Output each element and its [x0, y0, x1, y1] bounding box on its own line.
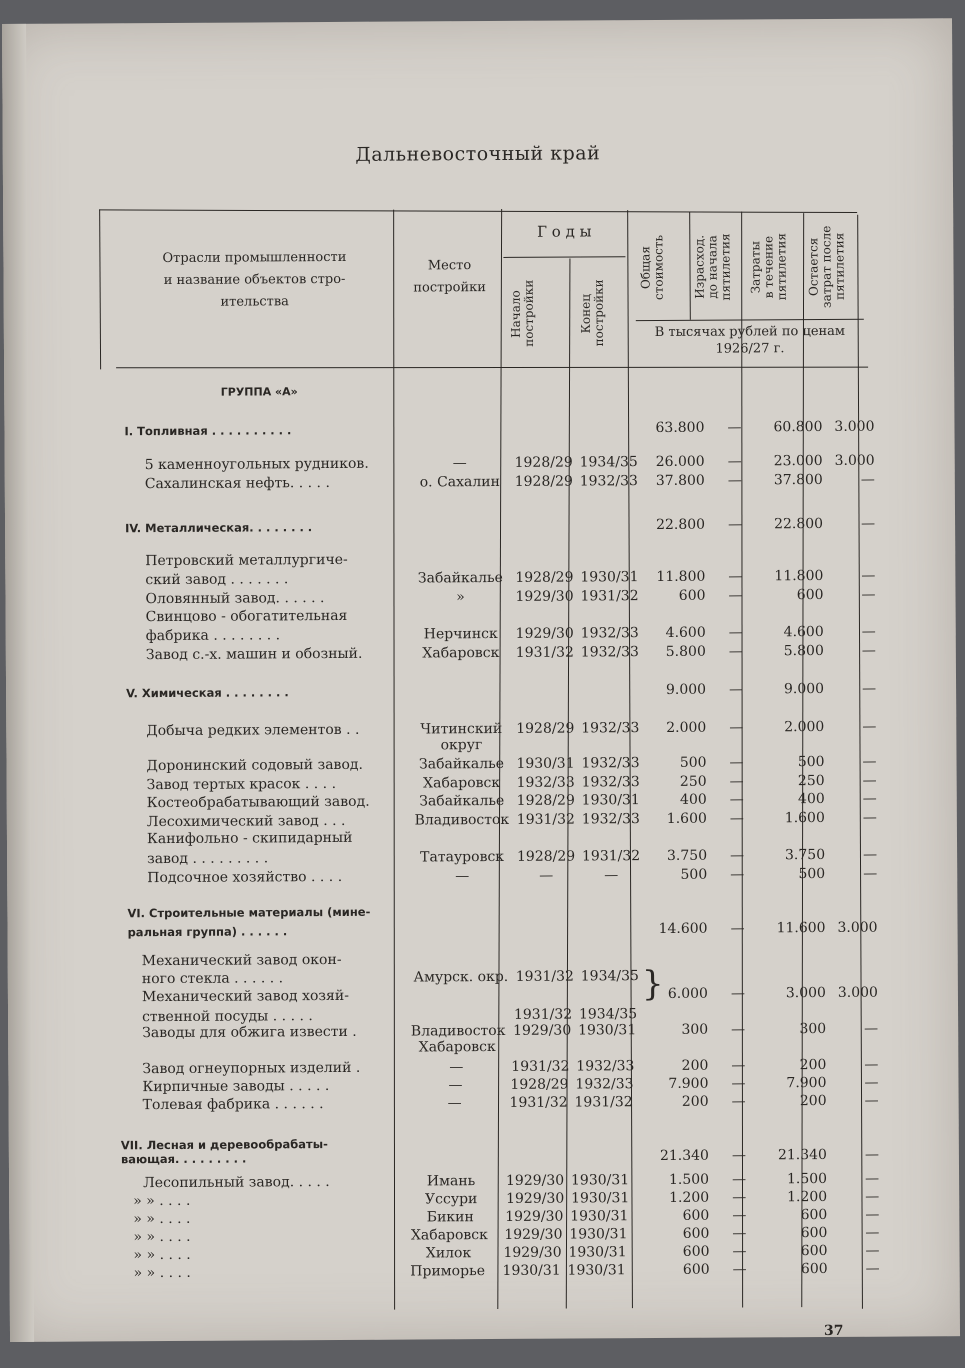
- col-rule-spent: [689, 212, 691, 320]
- cell-five: 1.600: [784, 809, 825, 827]
- cell-end: 1930/31: [578, 1022, 637, 1039]
- cell-five: 22.800: [774, 515, 824, 533]
- cell-end: 1932/33: [580, 644, 639, 661]
- cell-rem: —: [861, 642, 876, 659]
- cell-start: 1928/29: [516, 848, 576, 865]
- cell-place: Хабаровск: [410, 1227, 488, 1244]
- table-left-rule: [99, 209, 101, 369]
- cell-place: Забайкалье: [418, 755, 505, 773]
- cell-rem: —: [865, 1242, 880, 1259]
- header-units: В тысячах рублей по ценам 1926/27 г.: [654, 323, 846, 357]
- cell-five: 1.200: [787, 1188, 828, 1206]
- cell-place: Амурск. окр.: [413, 968, 509, 986]
- cell-spent: —: [727, 419, 742, 436]
- row-name: ственной посуды . . . . .: [142, 1008, 313, 1026]
- cell-rem: 3.000: [837, 919, 878, 936]
- cell-end: 1932/33: [581, 755, 640, 772]
- units-rule: [636, 319, 864, 321]
- cell-start: 1928/29: [516, 792, 575, 809]
- row-name: вающая. . . . . . . . .: [120, 1151, 247, 1167]
- cell-total: 2.000: [666, 719, 707, 736]
- row-name: ский завод . . . . . . .: [145, 571, 289, 589]
- cell-five: 11.600: [776, 919, 826, 937]
- row-name: Оловянный завод. . . . . .: [145, 590, 325, 608]
- cell-total: 14.600: [658, 920, 708, 938]
- cell-total: 26.000: [655, 453, 705, 471]
- cell-five: 600: [800, 1224, 828, 1242]
- cell-end: 1932/33: [575, 1076, 634, 1093]
- cell-start: 1929/30: [515, 588, 574, 605]
- cell-rem: —: [862, 680, 877, 697]
- cell-start: 1929/30: [515, 625, 574, 642]
- row-name: завод . . . . . . . . .: [147, 850, 269, 868]
- cell-spent: —: [731, 1021, 746, 1038]
- row-name: Завод огнеупорных изделий .: [142, 1059, 361, 1078]
- cell-five: 600: [796, 586, 824, 604]
- header-spent: Израсход. до начала пятилетия: [692, 233, 733, 301]
- cell-end: 1932/33: [581, 720, 640, 737]
- cell-place: Хабаровск: [423, 774, 501, 792]
- header-end: Конец постройки: [578, 279, 606, 347]
- cell-place: Бикин: [426, 1209, 474, 1226]
- cell-total: 11.800: [656, 568, 706, 586]
- cell-total: 6.000: [667, 985, 708, 1002]
- cell-rem: —: [861, 567, 876, 584]
- cell-spent: —: [731, 1093, 746, 1110]
- brace-glyph: }: [641, 963, 664, 1005]
- row-name: » » . . . .: [133, 1264, 191, 1282]
- cell-end: 1932/33: [580, 625, 639, 642]
- cell-five: 3.000: [785, 984, 826, 1002]
- cell-end: —: [604, 867, 619, 884]
- cell-total: 600: [682, 1243, 710, 1260]
- cell-five: 500: [798, 865, 826, 883]
- cell-place: Забайкалье: [417, 569, 503, 587]
- cell-spent: —: [731, 1147, 746, 1164]
- cell-rem: —: [862, 772, 877, 789]
- cell-place: Хилок: [425, 1245, 472, 1262]
- cell-rem: —: [862, 790, 877, 807]
- cell-end: 1932/33: [581, 811, 640, 828]
- cell-five: 5.800: [783, 642, 824, 660]
- cell-start: —: [539, 867, 554, 884]
- row-name: ного стекла . . . . . .: [141, 970, 284, 988]
- cell-rem: —: [863, 865, 878, 882]
- cell-total: 9.000: [665, 681, 707, 698]
- cell-five: 4.600: [783, 623, 824, 641]
- cell-five: 3.750: [784, 846, 826, 864]
- cell-start: 1929/30: [505, 1172, 565, 1189]
- cell-start: 1930/31: [516, 755, 575, 772]
- header-bottom-rule: [116, 367, 868, 369]
- cell-rem: —: [862, 809, 877, 826]
- cell-spent: —: [729, 773, 744, 790]
- cell-total: 1.200: [669, 1189, 710, 1206]
- cell-five: 7.900: [786, 1074, 827, 1092]
- cell-five: 600: [800, 1206, 828, 1224]
- cell-start: 1931/32: [511, 1058, 570, 1075]
- cell-place: Владивосток: [410, 1022, 506, 1040]
- cell-spent: —: [730, 847, 745, 864]
- cell-place: Приморье: [410, 1263, 486, 1280]
- row-name: Канифольно - скипидарный: [146, 829, 353, 848]
- header-remains: Остается затрат после пятилетия: [806, 225, 847, 308]
- row-name: Подсочное хозяйство . . . .: [147, 868, 343, 887]
- cell-spent: —: [728, 516, 743, 533]
- row-name: Свинцово - обогатительная: [145, 607, 348, 626]
- cell-end: 1930/31: [581, 792, 640, 809]
- cell-five: 500: [797, 753, 825, 771]
- cell-rem: —: [865, 1170, 880, 1187]
- cell-total: 1.600: [666, 810, 707, 827]
- cell-place: —: [449, 1059, 464, 1076]
- cell-total: 3.750: [666, 847, 708, 864]
- cell-start: 1932/33: [516, 774, 575, 791]
- cell-rem: —: [864, 1092, 879, 1109]
- cell-spent: —: [731, 1057, 746, 1074]
- cell-place: —: [452, 455, 467, 472]
- cell-start: 1929/30: [505, 1208, 564, 1225]
- cell-five: 250: [797, 772, 825, 790]
- cell-end: 1930/31: [568, 1244, 627, 1261]
- cell-five: 2.000: [784, 718, 825, 736]
- cell-place: Имань: [426, 1173, 476, 1190]
- cell-end: 1931/32: [574, 1094, 633, 1111]
- cell-five: 11.800: [774, 567, 824, 585]
- row-name: Костеобрабатывающий завод.: [146, 793, 370, 812]
- header-branch: Отрасли промышленности и название объектов стро- ительства: [162, 249, 347, 310]
- row-name: I. Топливная . . . . . . . . . .: [124, 423, 292, 439]
- cell-place: Татауровск: [420, 848, 505, 866]
- cell-start: 1929/30: [503, 1244, 562, 1261]
- cell-spent: —: [730, 985, 745, 1002]
- cell-start: 1928/29: [510, 1076, 569, 1093]
- cell-end: 1934/35: [580, 968, 639, 985]
- cell-rem: —: [863, 846, 878, 863]
- cell-total: 7.900: [668, 1075, 709, 1092]
- cell-spent: —: [730, 920, 745, 937]
- cell-total: 1.500: [668, 1171, 710, 1188]
- cell-rem: —: [865, 1260, 880, 1277]
- cell-rem: 3.000: [834, 418, 875, 435]
- cell-rem: —: [865, 1188, 880, 1205]
- cell-spent: —: [732, 1225, 747, 1242]
- cell-rem: —: [864, 1074, 879, 1091]
- row-name: Завод с.-х. машин и обозный.: [145, 645, 363, 664]
- cell-five: 60.800: [773, 418, 823, 436]
- cell-rem: —: [862, 753, 877, 770]
- cell-end: 1934/35: [578, 1006, 638, 1023]
- cell-place: Хабаровск: [422, 644, 500, 662]
- row-name: Толевая фабрика . . . . . .: [142, 1096, 324, 1114]
- cell-rem: 3.000: [837, 984, 878, 1001]
- cell-spent: —: [732, 1243, 747, 1260]
- cell-total: 600: [682, 1207, 710, 1224]
- row-name: Кирпичные заводы . . . . .: [142, 1078, 330, 1096]
- page-title: Дальневосточный край: [355, 142, 601, 166]
- cell-spent: —: [730, 866, 745, 883]
- table-row: [6, 678, 965, 704]
- row-name: Сахалинская нефть. . . . .: [144, 475, 330, 493]
- cell-spent: —: [728, 587, 743, 604]
- cell-rem: —: [864, 1146, 879, 1163]
- cell-end: 1930/31: [580, 569, 639, 586]
- cell-rem: —: [864, 1056, 879, 1073]
- cell-spent: —: [729, 719, 744, 736]
- row-name: Механический завод окон-: [141, 951, 342, 970]
- cell-place: Нерчинск: [423, 625, 498, 643]
- row-name: Механический завод хозяй-: [141, 987, 349, 1006]
- row-name: » » . . . .: [133, 1228, 191, 1246]
- cell-total: 300: [681, 1021, 709, 1038]
- group-title: ГРУППА «А»: [220, 385, 298, 399]
- cell-spent: —: [727, 453, 742, 470]
- cell-place: Уссури: [424, 1191, 478, 1208]
- cell-start: 1929/30: [504, 1226, 563, 1243]
- cell-five: 600: [800, 1260, 828, 1278]
- cell-spent: —: [729, 810, 744, 827]
- row-name: 5 каменноугольных рудников.: [144, 455, 369, 474]
- page-number: 37: [823, 1322, 844, 1340]
- cell-spent: —: [729, 791, 744, 808]
- cell-start: 1931/32: [515, 644, 574, 661]
- cell-place: Хабаровск: [418, 1039, 496, 1056]
- row-name: Заводы для обжига извести .: [142, 1023, 357, 1042]
- row-name: Лесохимический завод . . .: [146, 812, 346, 831]
- cell-place: о. Сахалин: [419, 473, 500, 491]
- row-name: Доронинский содовый завод.: [146, 756, 363, 775]
- header-place: Место постройки: [413, 258, 486, 296]
- cell-end: 1930/31: [569, 1226, 628, 1243]
- cell-rem: —: [861, 623, 876, 640]
- cell-total: 63.800: [655, 419, 705, 437]
- cell-total: 600: [682, 1225, 710, 1242]
- cell-total: 600: [682, 1261, 710, 1278]
- cell-five: 37.800: [773, 471, 823, 489]
- cell-spent: —: [729, 754, 744, 771]
- cell-start: 1928/29: [514, 473, 573, 490]
- cell-place: Читинский: [420, 720, 503, 738]
- row-name: » » . . . .: [133, 1246, 191, 1264]
- cell-start: 1928/29: [515, 569, 574, 586]
- cell-end: 1930/31: [567, 1262, 626, 1279]
- cell-total: 4.600: [665, 624, 706, 641]
- cell-spent: —: [728, 643, 743, 660]
- cell-rem: —: [865, 1224, 880, 1241]
- cell-spent: —: [727, 472, 742, 489]
- cell-rem: —: [861, 586, 876, 603]
- row-name: Завод тертых красок . . . .: [146, 775, 337, 794]
- cell-end: 1932/33: [576, 1058, 635, 1075]
- row-name: » » . . . .: [133, 1210, 191, 1228]
- cell-total: 200: [681, 1057, 709, 1074]
- cell-place: Забайкалье: [419, 792, 505, 810]
- cell-end: 1930/31: [571, 1190, 630, 1207]
- table-top-rule: [99, 209, 857, 213]
- cell-spent: —: [729, 681, 744, 698]
- row-name: VI. Строительные материалы (мине-: [127, 904, 371, 921]
- cell-start: 1931/32: [509, 1094, 568, 1111]
- cell-start: 1928/29: [514, 454, 573, 471]
- cell-five: 1.500: [786, 1170, 828, 1188]
- row-name: Лесопильный завод. . . . .: [143, 1174, 330, 1192]
- cell-total: 600: [678, 587, 706, 604]
- cell-start: 1930/31: [502, 1262, 561, 1279]
- cell-five: 200: [799, 1056, 827, 1074]
- row-name: Петровский металлургиче-: [145, 551, 348, 570]
- cell-rem: —: [862, 718, 877, 735]
- cell-total: 500: [680, 866, 708, 883]
- cell-start: 1928/29: [516, 720, 575, 737]
- cell-place: »: [456, 589, 465, 606]
- table-row: [5, 513, 965, 539]
- cell-rem: 3.000: [834, 452, 875, 469]
- cell-place: округ: [440, 737, 483, 754]
- cell-end: 1930/31: [570, 1172, 630, 1189]
- cell-start: 1931/32: [516, 811, 575, 828]
- header-total: Общая стоимость: [638, 234, 666, 301]
- table-row: [4, 416, 965, 442]
- cell-total: 400: [679, 791, 707, 808]
- row-name: фабрика . . . . . . . .: [145, 627, 281, 645]
- cell-place: —: [448, 1077, 463, 1094]
- row-name: ральная группа) . . . . . .: [127, 924, 288, 940]
- cell-five: 300: [799, 1020, 827, 1038]
- cell-place: —: [455, 868, 470, 885]
- cell-rem: —: [861, 515, 876, 532]
- cell-end: 1934/35: [579, 454, 638, 471]
- cell-end: 1931/32: [581, 848, 641, 865]
- cell-place: —: [447, 1095, 462, 1112]
- row-name: Добыча редких элементов . .: [146, 721, 360, 740]
- row-name: » » . . . .: [133, 1192, 191, 1210]
- cell-start: 1931/32: [513, 1006, 573, 1023]
- row-name: IV. Металлическая. . . . . . . .: [125, 520, 313, 536]
- cell-five: 600: [800, 1242, 828, 1260]
- cell-rem: —: [864, 1020, 879, 1037]
- cell-five: 9.000: [783, 680, 825, 698]
- cell-spent: —: [732, 1207, 747, 1224]
- cell-end: 1931/32: [580, 588, 639, 605]
- cell-total: 200: [681, 1093, 709, 1110]
- years-rule: [503, 256, 625, 258]
- cell-end: 1930/31: [570, 1208, 629, 1225]
- cell-spent: —: [728, 624, 743, 641]
- cell-total: 500: [679, 754, 707, 771]
- cell-total: 5.800: [665, 643, 706, 660]
- cell-spent: —: [732, 1189, 747, 1206]
- cell-five: 200: [799, 1092, 827, 1110]
- cell-end: 1932/33: [579, 473, 638, 490]
- header-years: Г о д ы: [536, 222, 592, 241]
- cell-spent: —: [728, 568, 743, 585]
- cell-start: 1929/30: [506, 1190, 565, 1207]
- cell-spent: —: [732, 1171, 747, 1188]
- cell-spent: —: [731, 1075, 746, 1092]
- row-name: VII. Лесная и деревообрабаты-: [120, 1137, 328, 1153]
- cell-total: 22.800: [656, 516, 706, 534]
- cell-five: 400: [797, 790, 825, 808]
- cell-five: 23.000: [773, 452, 823, 470]
- row-name: V. Химическая . . . . . . . .: [126, 685, 289, 701]
- cell-start: 1929/30: [513, 1022, 572, 1039]
- cell-end: 1932/33: [581, 774, 640, 791]
- cell-rem: —: [860, 471, 875, 488]
- cell-total: 37.800: [655, 472, 705, 490]
- header-start: Начало постройки: [508, 280, 536, 348]
- cell-rem: —: [865, 1206, 880, 1223]
- cell-total: 21.340: [659, 1147, 709, 1165]
- header-five-year: Затраты в течение пятилетия: [748, 233, 789, 301]
- book-page: [2, 18, 960, 1342]
- cell-place: Владивосток: [414, 811, 510, 829]
- cell-start: 1931/32: [515, 968, 574, 985]
- cell-spent: —: [732, 1261, 747, 1278]
- cell-five: 21.340: [777, 1146, 827, 1164]
- cell-total: 250: [679, 773, 707, 790]
